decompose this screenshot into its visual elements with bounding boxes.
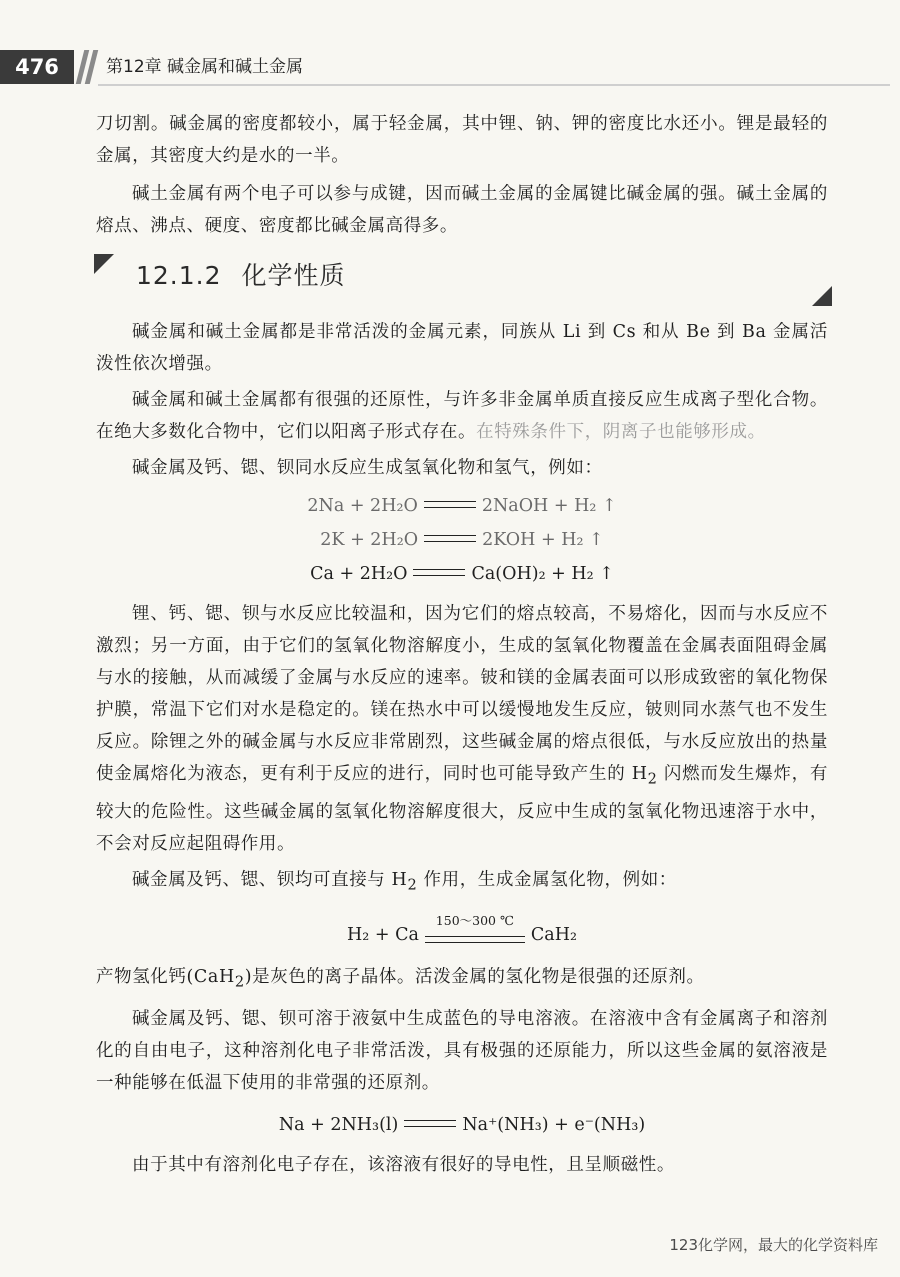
faded-text: 在特殊条件下，阴离子也能够形成。 [476,422,766,442]
header-rule [98,84,890,86]
paragraph [96,598,828,860]
paragraph-text: 产物氢化钙(CaH [96,967,235,987]
paragraph-text: 闪燃而发生爆炸，有较大的危险性。这些碱金属的氢氧化物溶解度很大，反应中生成的氢氧化物迅速溶于水中，不会对反应起阻碍作用。 [96,764,829,854]
equation [96,912,828,951]
page-content [96,108,828,1181]
equation [96,490,828,522]
page-header [0,46,900,86]
paragraph-text: 碱金属和碱土金属都有很强的还原性，与许多非金属单质直接反应生成离子型化合物。在绝大多数化合物中，它们以阳离子形式存在。 [96,390,828,442]
paragraph [96,384,828,448]
paragraph-text: 作用，生成金属氢化物，例如： [417,869,677,890]
equation-rhs: 2NaOH + H₂ ↑ [481,496,617,516]
equals-sign [424,501,476,508]
section-number: 12.1.2 [136,261,222,290]
equation-lhs: Na + 2NH₃(l) [278,1114,399,1135]
paragraph [96,961,828,999]
paragraph-text: )是灰色的离子晶体。活泼金属的氢化物是很强的还原剂。 [244,967,705,987]
heading-corner-mark [812,286,832,306]
section-title [136,256,346,292]
equation-lhs: Ca + 2H₂O [310,564,408,584]
heading-corner-mark [94,254,114,274]
subscript: 2 [647,770,658,788]
subscript: 2 [407,876,418,893]
equals-sign [404,1120,456,1127]
equation-lhs: 2Na + 2H₂O [307,496,418,516]
section-name: 化学性质 [241,261,346,290]
equals-sign [425,936,525,943]
equals-sign [424,535,476,542]
paragraph-text: 碱金属及钙、锶、钡均可直接与 H [132,869,408,890]
paragraph: 碱金属及钙、锶、钡同水反应生成氢氧化物和氢气，例如： [132,458,603,478]
paragraph [96,864,828,902]
paragraph: 碱金属及钙、锶、钡可溶于液氨中生成蓝色的导电溶液。在溶液中含有金属离子和溶剂化的自由电子，这种溶剂化电子非常活泼，具有极强的还原能力，所以这些金属的氨溶液是一种能够在低温下使用的非常强的还原剂。 [96,1008,828,1093]
paragraph: 由于其中有溶剂化电子存在，该溶液有很好的导电性，且呈顺磁性。 [132,1154,675,1175]
equation [96,558,828,590]
section-heading [94,250,828,308]
watermark: 123化学网，最大的化学资料库 [669,1236,878,1254]
page-number: 476 [0,50,74,84]
chapter-title: 第12章 碱金属和碱土金属 [106,57,304,77]
equation-rhs: Ca(OH)₂ + H₂ ↑ [471,564,614,584]
equation-rhs: Na⁺(NH₃) + e⁻(NH₃) [462,1114,646,1135]
equation-lhs: 2K + 2H₂O [320,530,419,550]
equation [96,524,828,556]
reaction-condition [425,912,525,951]
equation-lhs: H₂ + Ca [347,925,419,945]
equation-rhs: 2KOH + H₂ ↑ [482,530,604,550]
paragraph: 刀切割。碱金属的密度都较小，属于轻金属，其中锂、钠、钾的密度比水还小。锂是最轻的金属，其密度大约是水的一半。 [96,114,828,166]
condition-text: 150～300 ℃ [435,912,514,928]
paragraph-text: 锂、钙、锶、钡与水反应比较温和，因为它们的熔点较高，不易熔化，因而与水反应不激烈；另一方面，由于它们的氢氧化物溶解度小，生成的氢氧化物覆盖在金属表面阻碍金属与水的接触，从而减缓了金属与水反应的速率。铍和镁的金属表面可以形成致密的氧化物保护膜，常温下它们对水是稳定的。镁在热水中可以缓慢地发生反应，铍则同水蒸气也不发生反应。除锂之外的碱金属与水反应非常剧烈，这些碱金属的熔点很低，与水反应放出的热量使金属熔化为液态，更有利于反应的进行，同时也可能导致产生的 H [96,604,828,784]
equation [96,1109,828,1141]
paragraph: 碱土金属有两个电子可以参与成键，因而碱土金属的金属键比碱金属的强。碱土金属的熔点、沸点、硬度、密度都比碱金属高得多。 [96,184,828,236]
equals-sign [413,569,465,576]
subscript: 2 [234,973,245,991]
paragraph: 碱金属和碱土金属都是非常活泼的金属元素，同族从 Li 到 Cs 和从 Be 到 Ba 金属活泼性依次增强。 [96,322,828,374]
equation-rhs: CaH₂ [530,925,577,945]
